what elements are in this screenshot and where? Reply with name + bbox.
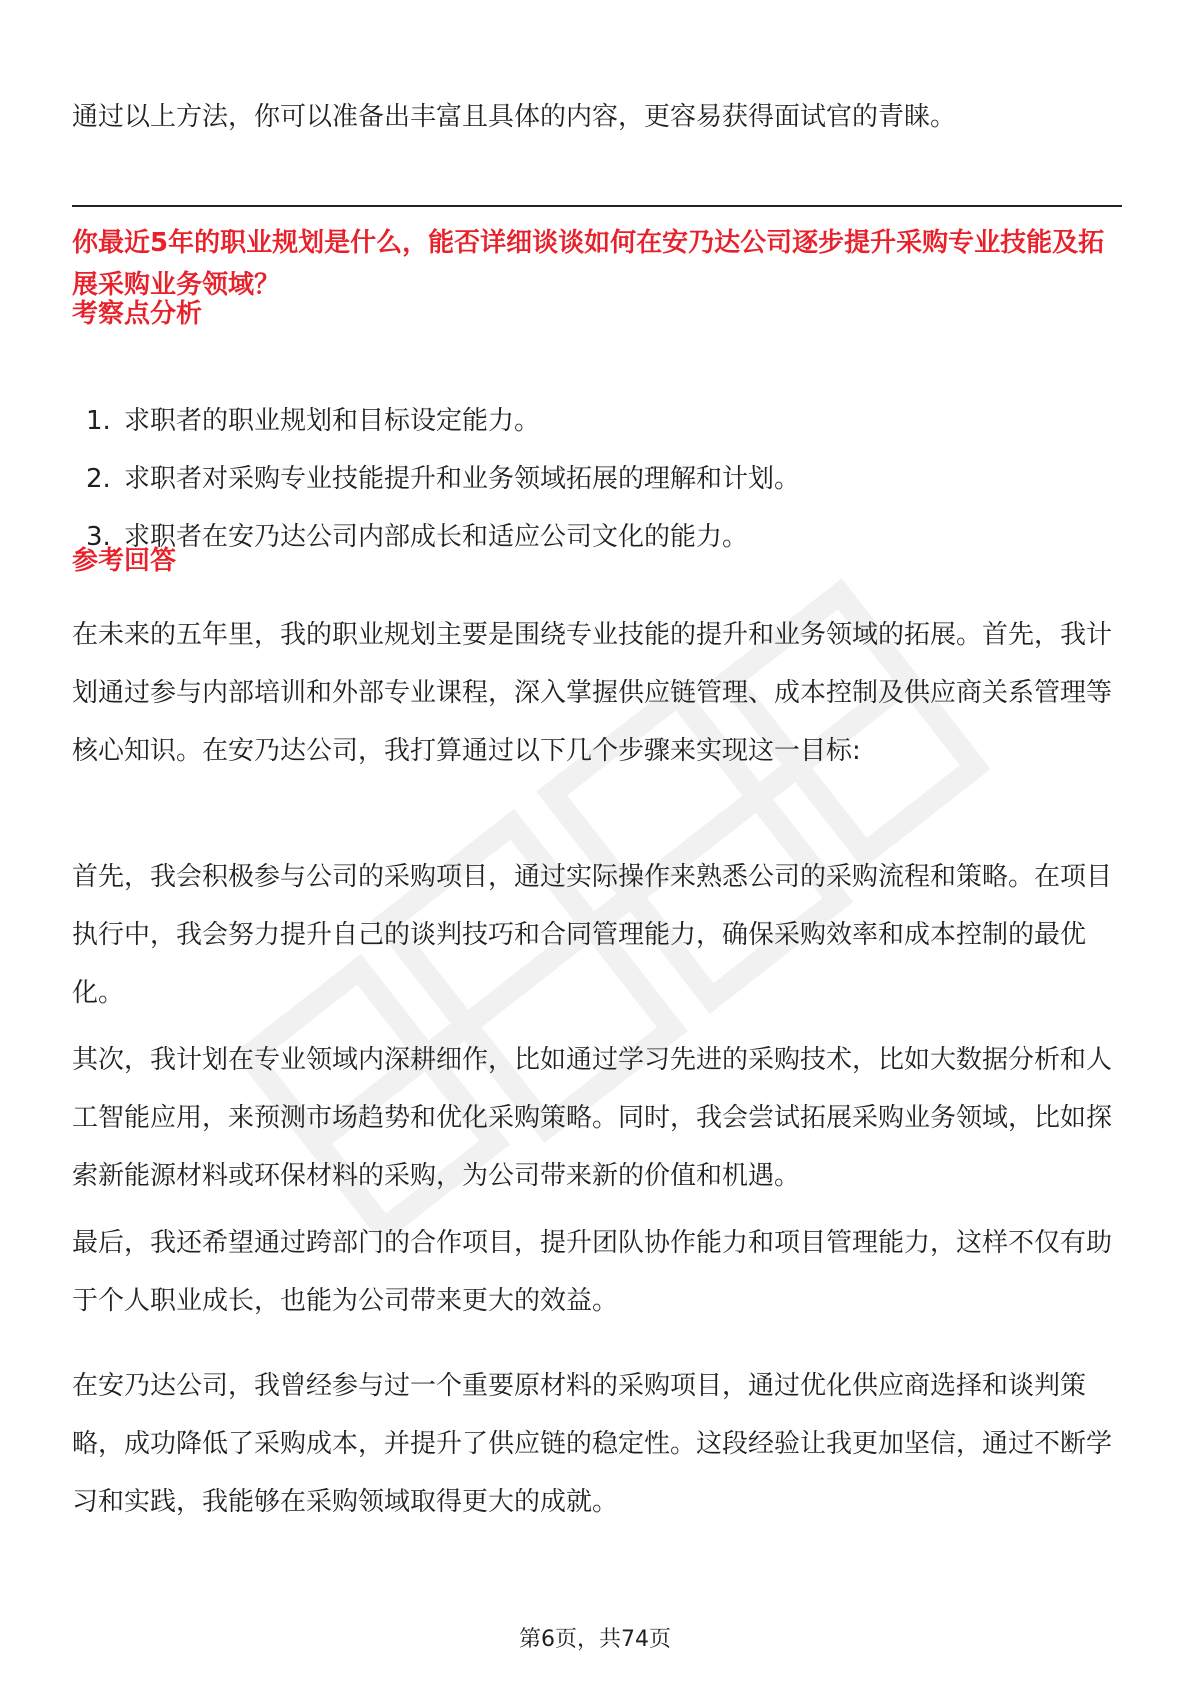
analysis-title: 考察点分析	[72, 299, 203, 329]
list-item-number: 3.	[86, 522, 111, 552]
answer-paragraph: 首先，我会积极参与公司的采购项目，通过实际操作来熟悉公司的采购流程和策略。在项目执行中，我会努力提升自己的谈判技巧和合同管理能力，确保采购效率和成本控制的最优化。	[72, 862, 1113, 1008]
list-item-number: 1.	[86, 406, 111, 436]
question-heading: 你最近5年的职业规划是什么，能否详细谈谈如何在安乃达公司逐步提升采购专业技能及拓展采购业务领域？	[72, 228, 1105, 300]
list-item-text: 求职者在安乃达公司内部成长和适应公司文化的能力。	[124, 522, 749, 552]
section-divider	[72, 205, 1122, 207]
list-item-text: 求职者对采购专业技能提升和业务领域拓展的理解和计划。	[124, 464, 801, 494]
answer-paragraph: 在未来的五年里，我的职业规划主要是围绕专业技能的提升和业务领域的拓展。首先，我计划通过参与内部培训和外部专业课程，深入掌握供应链管理、成本控制及供应商关系管理等核心知识。在安乃达公司，我打算通过以下几个步骤来实现这一目标:	[72, 620, 1113, 766]
answer-paragraph: 其次，我计划在专业领域内深耕细作，比如通过学习先进的采购技术，比如大数据分析和人工智能应用，来预测市场趋势和优化采购策略。同时，我会尝试拓展采购业务领域，比如探索新能源材料或环保材料的采购，为公司带来新的价值和机遇。	[72, 1045, 1113, 1191]
list-item-number: 2.	[86, 464, 111, 494]
page-number: 第6页，共74页	[519, 1627, 671, 1652]
list-item	[86, 508, 800, 566]
answer-paragraph: 在安乃达公司，我曾经参与过一个重要原材料的采购项目，通过优化供应商选择和谈判策略，成功降低了采购成本，并提升了供应链的稳定性。这段经验让我更加坚信，通过不断学习和实践，我能够在采购领域取得更大的成就。	[72, 1371, 1113, 1517]
list-item-text: 求职者的职业规划和目标设定能力。	[124, 406, 541, 436]
answer-title: 参考回答	[72, 546, 177, 576]
list-item	[86, 450, 800, 508]
intro-paragraph: 通过以上方法，你可以准备出丰富且具体的内容，更容易获得面试官的青睐。	[72, 102, 957, 132]
analysis-list	[86, 392, 800, 566]
answer-paragraph: 最后，我还希望通过跨部门的合作项目，提升团队协作能力和项目管理能力，这样不仅有助于个人职业成长，也能为公司带来更大的效益。	[72, 1228, 1113, 1316]
list-item	[86, 392, 800, 450]
